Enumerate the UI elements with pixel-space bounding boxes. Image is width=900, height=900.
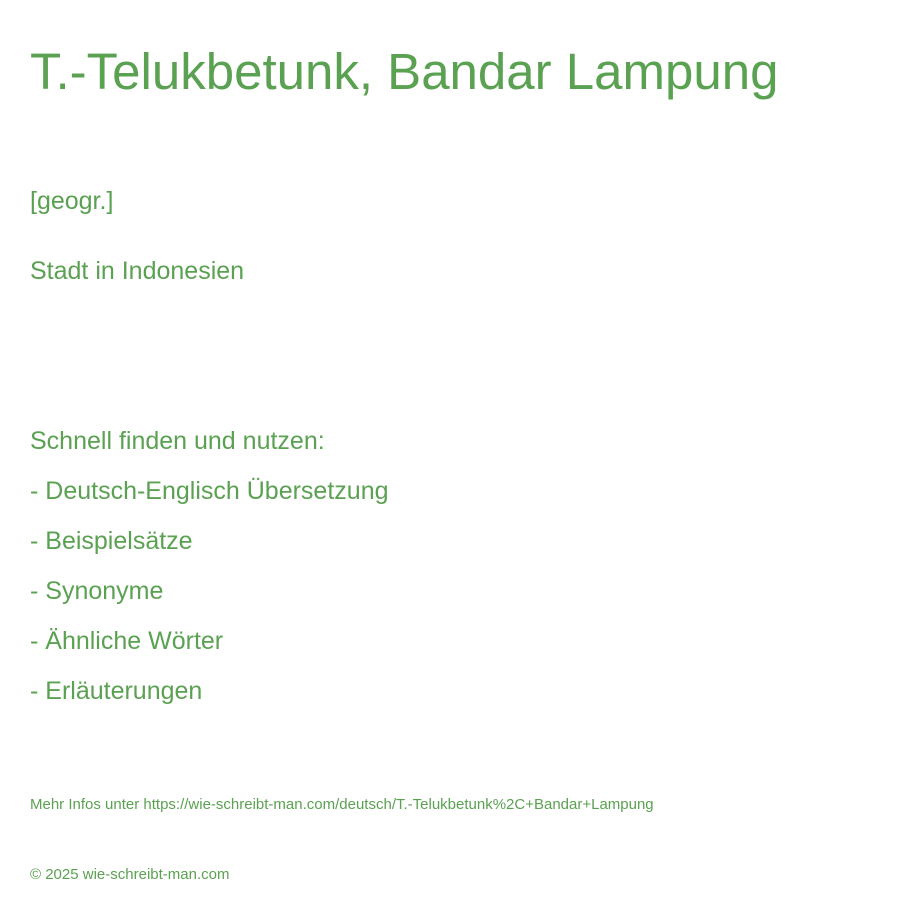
feature-item-similar-words: - Ähnliche Wörter — [30, 627, 224, 655]
page-title: T.-Telukbetunk, Bandar Lampung — [30, 43, 779, 100]
feature-item-explanations: - Erläuterungen — [30, 677, 203, 705]
feature-item-examples: - Beispielsätze — [30, 527, 193, 555]
feature-item-synonyms: - Synonyme — [30, 577, 164, 605]
category-label: [geogr.] — [30, 187, 114, 215]
features-heading: Schnell finden und nutzen: — [30, 427, 325, 455]
feature-item-translation: - Deutsch-Englisch Übersetzung — [30, 477, 389, 505]
definition-text: Stadt in Indonesien — [30, 257, 245, 285]
copyright-text: © 2025 wie-schreibt-man.com — [30, 866, 230, 883]
more-info-text: Mehr Infos unter https://wie-schreibt-man.com/deutsch/T.-Telukbetunk%2C+Bandar+Lampung — [30, 796, 654, 813]
